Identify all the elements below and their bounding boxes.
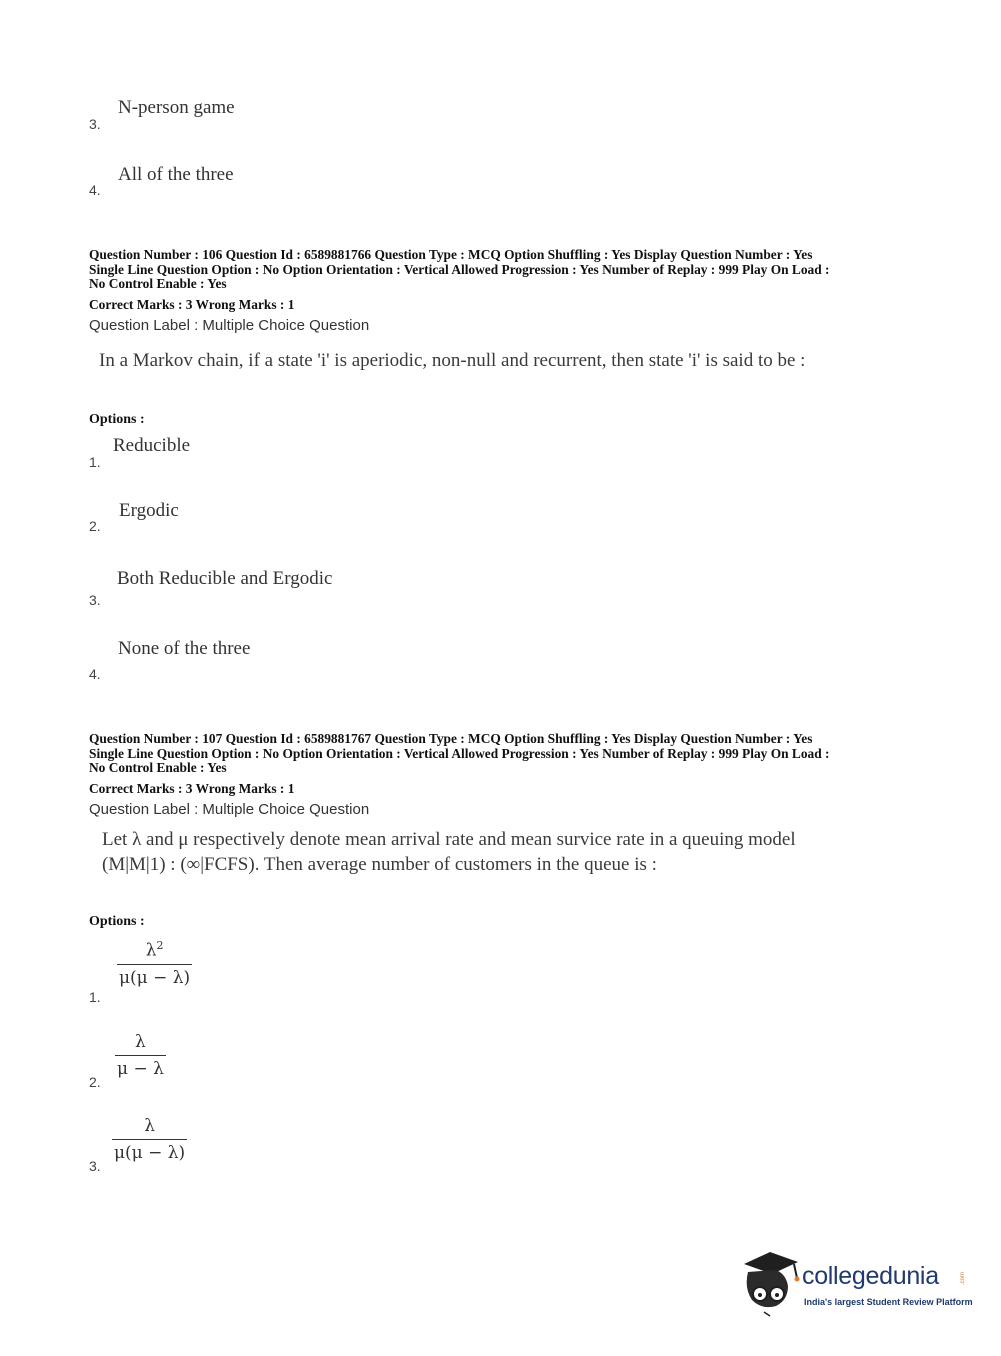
mascot-icon (740, 1248, 802, 1318)
question-meta (89, 248, 919, 292)
option-number: 4. (89, 182, 101, 198)
option-number: 3. (89, 1158, 101, 1174)
marks-line: Correct Marks : 3 Wrong Marks : 1 (89, 297, 295, 312)
meta-line: No Control Enable : Yes (89, 276, 227, 291)
fraction (112, 1115, 187, 1164)
option-number: 2. (89, 1074, 101, 1090)
option-text: Both Reducible and Ergodic (117, 568, 333, 589)
option-text: Ergodic (119, 500, 179, 521)
question-meta (89, 732, 919, 776)
option-text: N-person game (118, 97, 235, 118)
logo-wordmark: collegedunia (802, 1262, 939, 1290)
question-label: Question Label : Multiple Choice Question (89, 801, 370, 818)
meta-line: Single Line Question Option : No Option Orientation : Vertical Allowed Progression : Yes Number of Replay : 999 Play On Load : (89, 261, 830, 277)
fraction-denominator: μ − λ (115, 1055, 166, 1080)
fraction (115, 1031, 166, 1080)
logo-suffix: .com (960, 1272, 966, 1286)
question-label: Question Label : Multiple Choice Question (89, 317, 370, 334)
fraction-numerator: λ (135, 1032, 146, 1052)
option-text: All of the three (118, 164, 234, 185)
question-text: Let λ and μ respectively denote mean arrival rate and mean survice rate in a queuing model (M|M|1) : (∞|FCFS). Then average number of customers in the queue is : (102, 829, 796, 875)
option-number: 1. (89, 989, 101, 1005)
option-text: None of the three (118, 638, 251, 659)
meta-line: No Control Enable : Yes (89, 760, 227, 775)
meta-line: Question Number : 106 Question Id : 6589881766 Question Type : MCQ Option Shuffling : Yes Display Question Number : Yes (89, 247, 813, 262)
option-number: 4. (89, 666, 101, 682)
option-number: 3. (89, 116, 101, 132)
marks-line: Correct Marks : 3 Wrong Marks : 1 (89, 781, 295, 796)
option-number: 1. (89, 454, 101, 470)
fraction (117, 935, 192, 989)
options-header: Options : (89, 412, 145, 427)
question-text: In a Markov chain, if a state 'i' is aperiodic, non-null and recurrent, then state 'i' is said to be : (99, 350, 806, 371)
meta-line: Single Line Question Option : No Option Orientation : Vertical Allowed Progression : Yes Number of Replay : 999 Play On Load : (89, 745, 830, 761)
options-header: Options : (89, 914, 145, 929)
meta-line: Question Number : 107 Question Id : 6589881767 Question Type : MCQ Option Shuffling : Yes Display Question Number : Yes (89, 731, 813, 746)
option-text: Reducible (113, 435, 191, 456)
fraction-denominator: μ(μ − λ) (117, 964, 192, 989)
fraction-numerator: $\lambda^2$ (145, 939, 164, 961)
option-number: 3. (89, 592, 101, 608)
option-number: 2. (89, 518, 101, 534)
fraction-numerator: λ (144, 1116, 155, 1136)
collegedunia-logo (740, 1248, 973, 1318)
fraction-denominator: μ(μ − λ) (112, 1139, 187, 1164)
logo-tagline: India's largest Student Review Platform (804, 1297, 973, 1307)
